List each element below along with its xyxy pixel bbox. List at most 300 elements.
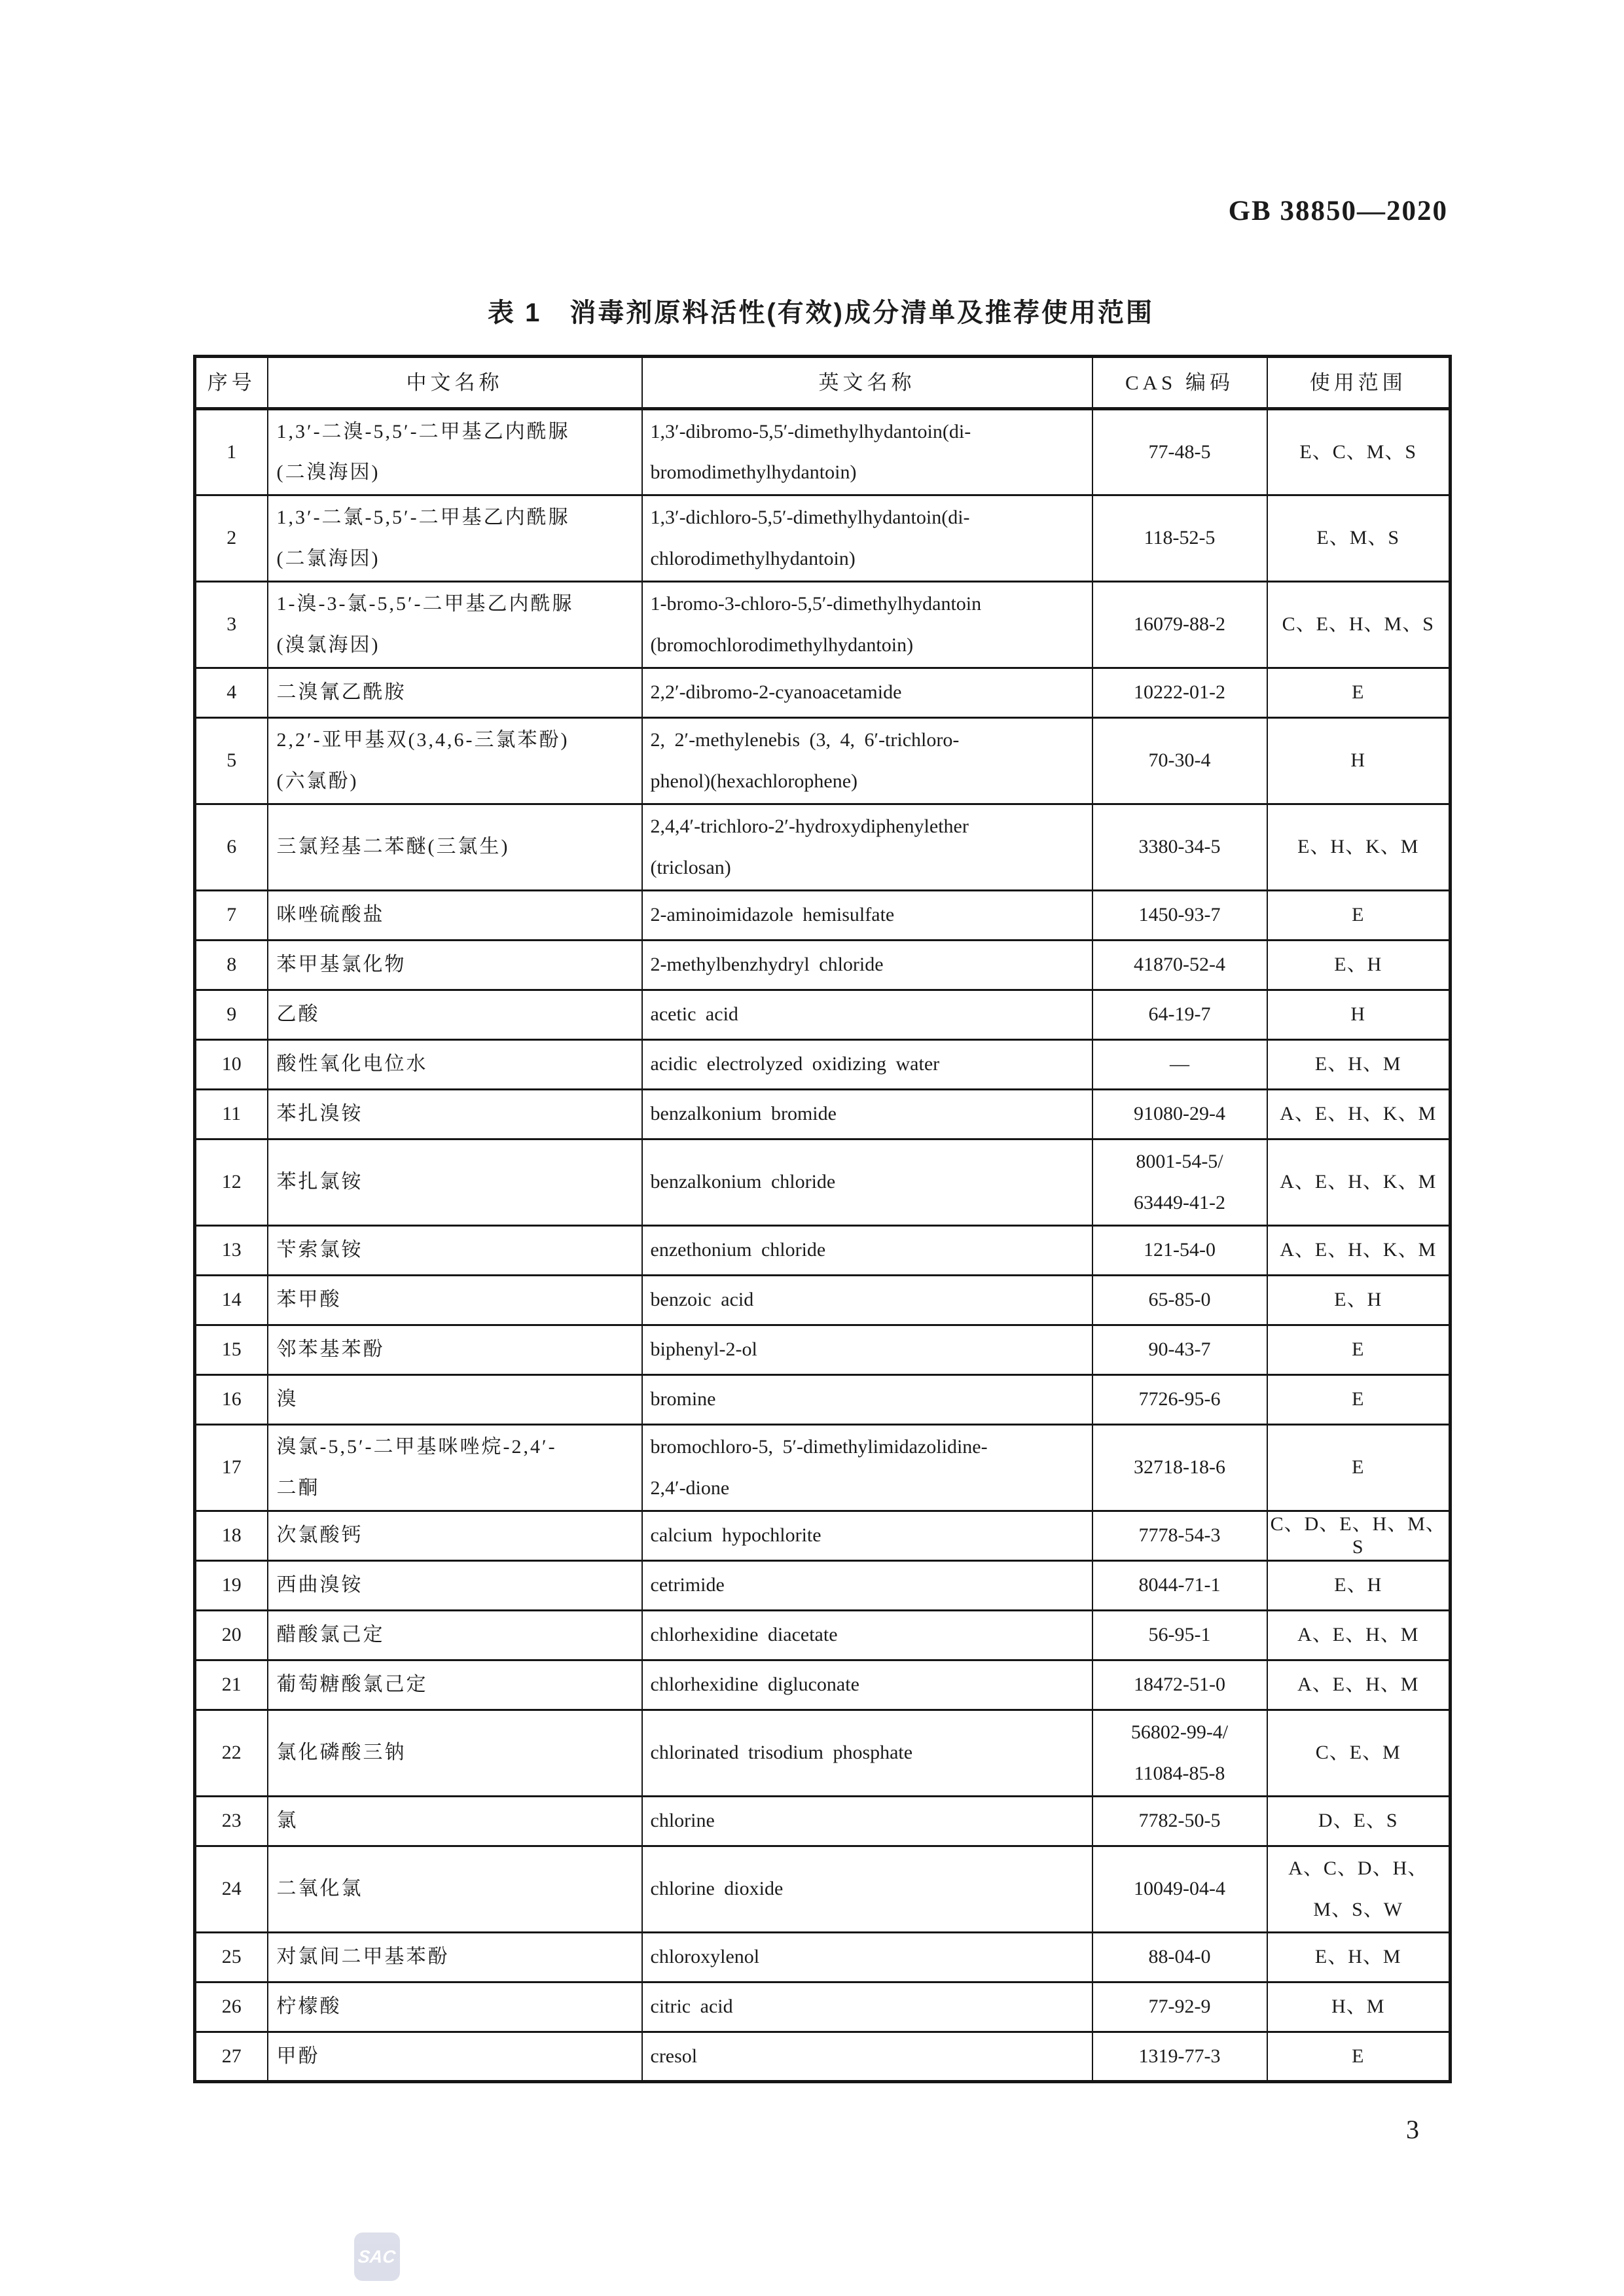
table-row (195, 1660, 1451, 1710)
row-index-cell (195, 1226, 268, 1276)
chinese-name-cell (268, 1325, 642, 1375)
cas-code-cell (1092, 1846, 1267, 1933)
english-name-cell (642, 1226, 1092, 1276)
cell-text-line: 18 (221, 1524, 242, 1547)
cell-text-line: M、S、W (1313, 1898, 1403, 1920)
row-index-cell (195, 495, 268, 582)
usage-scope-cell (1267, 1226, 1451, 1276)
chinese-name-cell (268, 1561, 642, 1611)
cell-text-line: 5 (226, 749, 237, 772)
usage-scope-cell (1267, 1660, 1451, 1710)
cell-text-line: citric acid (650, 1996, 733, 2018)
table-title: 表 1 消毒剂原料活性(有效)成分清单及推荐使用范围 (488, 298, 1154, 327)
cell-text-line: E (1352, 1338, 1365, 1361)
english-name-cell (642, 1611, 1092, 1660)
row-index-cell (195, 1375, 268, 1425)
cell-text-line: 西曲溴铵 (276, 1574, 363, 1596)
row-index-cell (195, 941, 268, 990)
cell-text-line: 16 (221, 1388, 242, 1410)
english-name-cell (642, 1982, 1092, 2032)
english-name-cell (642, 582, 1092, 668)
cell-text-line: bromodimethylhydantoin) (650, 461, 857, 483)
cell-text-line: chloroxylenol (650, 1946, 760, 1968)
table-row (195, 1375, 1451, 1425)
cell-text-line: 26 (221, 1996, 242, 2018)
row-index-cell (195, 1660, 268, 1710)
row-index-cell (195, 1090, 268, 1139)
english-name-cell (642, 941, 1092, 990)
usage-scope-cell (1267, 1375, 1451, 1425)
cell-text-line: 18472-51-0 (1134, 1674, 1225, 1696)
english-name-cell (642, 1846, 1092, 1933)
chinese-name-cell (268, 582, 642, 668)
cell-text-line: 7726-95-6 (1138, 1388, 1221, 1410)
cell-text-line: A、E、H、M (1297, 1624, 1419, 1646)
table-row (195, 582, 1451, 668)
usage-scope-cell (1267, 1425, 1451, 1511)
usage-scope-cell (1267, 1710, 1451, 1797)
cell-text-line: 77-48-5 (1148, 440, 1211, 463)
english-name-cell (642, 1710, 1092, 1797)
cell-text-line: D、E、S (1318, 1810, 1398, 1832)
cell-text-line: A、C、D、H、 (1288, 1857, 1428, 1879)
cell-text-line: 酸性氧化电位水 (276, 1053, 428, 1075)
col-header-usage-scope: 使用范围 (1267, 357, 1451, 409)
table-row (195, 2032, 1451, 2082)
cas-code-cell (1092, 409, 1267, 495)
header-row (195, 357, 1451, 409)
cell-text-line: (二溴海因) (276, 461, 380, 483)
cas-code-cell (1092, 1710, 1267, 1797)
cas-code-cell (1092, 1375, 1267, 1425)
cell-text-line: 17 (221, 1456, 242, 1479)
cas-code-cell (1092, 1090, 1267, 1139)
cell-text-line: benzalkonium bromide (650, 1103, 837, 1125)
cell-text-line: 二溴氰乙酰胺 (276, 681, 406, 704)
cell-text-line: calcium hypochlorite (650, 1524, 821, 1547)
english-name-cell (642, 1511, 1092, 1561)
chinese-name-cell (268, 1846, 642, 1933)
cell-text-line: E、H、M (1314, 1946, 1401, 1968)
cell-text-line: cresol (650, 2045, 698, 2067)
usage-scope-cell (1267, 804, 1451, 891)
row-index-cell (195, 804, 268, 891)
row-index-cell (195, 409, 268, 495)
row-index-cell (195, 1325, 268, 1375)
chinese-name-cell (268, 1611, 642, 1660)
cell-text-line: (六氯酚) (276, 770, 359, 792)
table-row (195, 409, 1451, 495)
cell-text-line: 7782-50-5 (1138, 1810, 1221, 1832)
table-row (195, 495, 1451, 582)
cell-text-line: 91080-29-4 (1134, 1103, 1225, 1125)
cell-text-line: 11 (222, 1103, 242, 1125)
cell-text-line: 2, 2′-methylenebis (3, 4, 6′-trichloro- (650, 729, 960, 751)
chinese-name-cell (268, 1276, 642, 1325)
cell-text-line: 22 (221, 1742, 242, 1764)
cell-text-line: 柠檬酸 (276, 1996, 342, 2018)
row-index-cell (195, 582, 268, 668)
cell-text-line: 1,3′-二溴-5,5′-二甲基乙内酰脲 (276, 420, 570, 442)
cell-text-line: 葡萄糖酸氯己定 (276, 1674, 428, 1696)
table-row (195, 1561, 1451, 1611)
cell-text-line: 8 (226, 954, 237, 976)
cas-code-cell (1092, 495, 1267, 582)
usage-scope-cell (1267, 990, 1451, 1040)
cell-text-line: 2,2′-dibromo-2-cyanoacetamide (650, 681, 902, 704)
table-row (195, 1226, 1451, 1276)
english-name-cell (642, 1090, 1092, 1139)
row-index-cell (195, 718, 268, 804)
cell-text-line: 1-溴-3-氯-5,5′-二甲基乙内酰脲 (276, 593, 574, 615)
cell-text-line: (triclosan) (650, 856, 731, 878)
table-row (195, 1797, 1451, 1846)
cell-text-line: 12 (221, 1171, 242, 1193)
cell-text-line: A、E、H、K、M (1280, 1103, 1437, 1125)
cell-text-line: 20 (221, 1624, 242, 1646)
cell-text-line: chlorhexidine diacetate (650, 1624, 838, 1646)
cell-text-line: chlorinated trisodium phosphate (650, 1742, 913, 1764)
cell-text-line: 2-aminoimidazole hemisulfate (650, 904, 895, 926)
cell-text-line: 醋酸氯己定 (276, 1624, 385, 1646)
cell-text-line: 氯化磷酸三钠 (276, 1742, 406, 1764)
chinese-name-cell (268, 891, 642, 941)
cell-text-line: 7 (226, 904, 237, 926)
chinese-name-cell (268, 1511, 642, 1561)
cell-text-line: E、H、M (1314, 1053, 1401, 1075)
cell-text-line: 4 (226, 681, 237, 704)
col-header-cas-code: CAS 编码 (1092, 357, 1267, 409)
cas-code-cell (1092, 1276, 1267, 1325)
cell-text-line: 二酮 (276, 1477, 320, 1499)
english-name-cell (642, 1276, 1092, 1325)
row-index-cell (195, 1710, 268, 1797)
usage-scope-cell (1267, 409, 1451, 495)
chinese-name-cell (268, 1040, 642, 1090)
usage-scope-cell (1267, 1933, 1451, 1982)
cell-text-line: acidic electrolyzed oxidizing water (650, 1053, 940, 1075)
cell-text-line: 甲酚 (276, 2045, 320, 2067)
cell-text-line: chlorhexidine digluconate (650, 1674, 859, 1696)
cell-text-line: chlorine (650, 1810, 715, 1832)
english-name-cell (642, 1375, 1092, 1425)
chinese-name-cell (268, 1139, 642, 1226)
cell-text-line: 16079-88-2 (1134, 613, 1225, 636)
ingredients-table (193, 355, 1452, 2083)
cas-code-cell (1092, 891, 1267, 941)
cell-text-line: 10049-04-4 (1134, 1878, 1225, 1900)
row-index-cell (195, 1425, 268, 1511)
cell-text-line: 1450-93-7 (1138, 904, 1221, 926)
cell-text-line: 10 (221, 1053, 242, 1075)
cas-code-cell (1092, 2032, 1267, 2082)
cell-text-line: — (1170, 1053, 1189, 1075)
cell-text-line: 32718-18-6 (1134, 1456, 1225, 1479)
english-name-cell (642, 1425, 1092, 1511)
cell-text-line: chlorine dioxide (650, 1878, 784, 1900)
cell-text-line: chlorodimethylhydantoin) (650, 547, 856, 569)
cell-text-line: phenol)(hexachlorophene) (650, 770, 858, 792)
cas-code-cell (1092, 990, 1267, 1040)
english-name-cell (642, 1797, 1092, 1846)
english-name-cell (642, 2032, 1092, 2082)
cell-text-line: cetrimide (650, 1574, 725, 1596)
page-number: 3 (1406, 2115, 1419, 2144)
chinese-name-cell (268, 1226, 642, 1276)
chinese-name-cell (268, 990, 642, 1040)
cell-text-line: 1 (226, 440, 237, 463)
cell-text-line: 2-methylbenzhydryl chloride (650, 954, 884, 976)
cell-text-line: 2,2′-亚甲基双(3,4,6-三氯苯酚) (276, 729, 569, 751)
english-name-cell (642, 1139, 1092, 1226)
table-row (195, 718, 1451, 804)
usage-scope-cell (1267, 1139, 1451, 1226)
cell-text-line: C、E、M (1315, 1742, 1401, 1764)
row-index-cell (195, 1611, 268, 1660)
chinese-name-cell (268, 409, 642, 495)
chinese-name-cell (268, 668, 642, 718)
english-name-cell (642, 495, 1092, 582)
cas-code-cell (1092, 1511, 1267, 1561)
cell-text-line: 苯扎溴铵 (276, 1103, 363, 1125)
cas-code-cell (1092, 1561, 1267, 1611)
cas-code-cell (1092, 1797, 1267, 1846)
cell-text-line: 咪唑硫酸盐 (276, 904, 385, 926)
cell-text-line: 9 (226, 1003, 237, 1026)
usage-scope-cell (1267, 2032, 1451, 2082)
table-row (195, 1933, 1451, 1982)
cell-text-line: 氯 (276, 1810, 298, 1832)
cell-text-line: enzethonium chloride (650, 1239, 826, 1261)
cell-text-line: acetic acid (650, 1003, 738, 1026)
cell-text-line: 56802-99-4/ (1130, 1721, 1229, 1743)
cas-code-cell (1092, 1325, 1267, 1375)
cell-text-line: 苯甲基氯化物 (276, 954, 406, 976)
table-row (195, 941, 1451, 990)
cell-text-line: 1319-77-3 (1138, 2045, 1221, 2067)
cas-code-cell (1092, 718, 1267, 804)
cell-text-line: 23 (221, 1810, 242, 1832)
cell-text-line: 8044-71-1 (1138, 1574, 1221, 1596)
chinese-name-cell (268, 1710, 642, 1797)
cell-text-line: H (1350, 1003, 1366, 1026)
table-row (195, 1511, 1451, 1561)
cell-text-line: 溴氯-5,5′-二甲基咪唑烷-2,4′- (276, 1436, 557, 1458)
cell-text-line: 14 (221, 1289, 242, 1311)
usage-scope-cell (1267, 668, 1451, 718)
cell-text-line: E (1352, 1456, 1365, 1479)
usage-scope-cell (1267, 1561, 1451, 1611)
usage-scope-cell (1267, 718, 1451, 804)
table-body (195, 409, 1451, 2082)
cell-text-line: 2 (226, 527, 237, 549)
chinese-name-cell (268, 1933, 642, 1982)
cell-text-line: 56-95-1 (1148, 1624, 1211, 1646)
usage-scope-cell (1267, 891, 1451, 941)
cell-text-line: 77-92-9 (1148, 1996, 1211, 2018)
cell-text-line: 15 (221, 1338, 242, 1361)
cas-code-cell (1092, 1660, 1267, 1710)
cell-text-line: 118-52-5 (1144, 527, 1216, 549)
cell-text-line: 70-30-4 (1148, 749, 1211, 772)
cell-text-line: C、E、H、M、S (1282, 613, 1434, 636)
usage-scope-cell (1267, 1325, 1451, 1375)
cell-text-line: E (1352, 1388, 1365, 1410)
cas-code-cell (1092, 668, 1267, 718)
row-index-cell (195, 1982, 268, 2032)
cell-text-line: bromochloro-5, 5′-dimethylimidazolidine- (650, 1436, 988, 1458)
usage-scope-cell (1267, 941, 1451, 990)
table-row (195, 1982, 1451, 2032)
table-row (195, 1846, 1451, 1933)
cell-text-line: 2,4,4′-trichloro-2′-hydroxydiphenylether (650, 816, 969, 837)
table-row (195, 668, 1451, 718)
cell-text-line: 88-04-0 (1148, 1946, 1211, 1968)
chinese-name-cell (268, 1660, 642, 1710)
table-row (195, 804, 1451, 891)
english-name-cell (642, 891, 1092, 941)
row-index-cell (195, 1797, 268, 1846)
cell-text-line: 25 (221, 1946, 242, 1968)
cas-code-cell (1092, 1040, 1267, 1090)
cell-text-line: 1-bromo-3-chloro-5,5′-dimethylhydantoin (650, 593, 982, 615)
row-index-cell (195, 1561, 268, 1611)
cell-text-line: 1,3′-dibromo-5,5′-dimethylhydantoin(di- (650, 420, 971, 442)
cell-text-line: (溴氯海因) (276, 634, 380, 656)
cell-text-line: E、C、M、S (1299, 440, 1417, 463)
cell-text-line: 1,3′-二氯-5,5′-二甲基乙内酰脲 (276, 507, 570, 528)
row-index-cell (195, 1511, 268, 1561)
usage-scope-cell (1267, 1511, 1451, 1561)
row-index-cell (195, 1276, 268, 1325)
cell-text-line: bromine (650, 1388, 716, 1410)
cas-code-cell (1092, 1425, 1267, 1511)
cell-text-line: 溴 (276, 1388, 298, 1410)
cas-code-cell (1092, 941, 1267, 990)
usage-scope-cell (1267, 1040, 1451, 1090)
cas-code-cell (1092, 1611, 1267, 1660)
cell-text-line: 6 (226, 836, 237, 858)
cell-text-line: E (1352, 2045, 1365, 2067)
row-index-cell (195, 1040, 268, 1090)
usage-scope-cell (1267, 495, 1451, 582)
cell-text-line: H、M (1331, 1996, 1385, 2018)
english-name-cell (642, 409, 1092, 495)
table-row (195, 1710, 1451, 1797)
cell-text-line: 121-54-0 (1144, 1239, 1216, 1261)
chinese-name-cell (268, 1090, 642, 1139)
cell-text-line: 21 (221, 1674, 242, 1696)
cell-text-line: 27 (221, 2045, 242, 2067)
english-name-cell (642, 1933, 1092, 1982)
cell-text-line: H (1350, 749, 1366, 772)
chinese-name-cell (268, 2032, 642, 2082)
cell-text-line: (bromochlorodimethylhydantoin) (650, 634, 914, 656)
cas-code-cell (1092, 804, 1267, 891)
cell-text-line: E、H (1334, 1289, 1382, 1311)
table-row (195, 1139, 1451, 1226)
cell-text-line: E、H (1334, 954, 1382, 976)
cell-text-line: 65-85-0 (1148, 1289, 1211, 1311)
usage-scope-cell (1267, 1846, 1451, 1933)
english-name-cell (642, 1325, 1092, 1375)
row-index-cell (195, 2032, 268, 2082)
cell-text-line: 13 (221, 1239, 242, 1261)
chinese-name-cell (268, 804, 642, 891)
usage-scope-cell (1267, 1276, 1451, 1325)
cell-text-line: 1,3′-dichloro-5,5′-dimethylhydantoin(di- (650, 507, 970, 528)
cell-text-line: 8001-54-5/ (1136, 1151, 1223, 1172)
table-row (195, 1090, 1451, 1139)
table-header (195, 357, 1451, 409)
cell-text-line: A、E、H、M (1297, 1674, 1419, 1696)
row-index-cell (195, 1139, 268, 1226)
usage-scope-cell (1267, 582, 1451, 668)
cell-text-line: 三氯羟基二苯醚(三氯生) (276, 836, 510, 858)
row-index-cell (195, 1933, 268, 1982)
chinese-name-cell (268, 718, 642, 804)
col-header-english-name: 英文名称 (642, 357, 1092, 409)
cell-text-line: 苄索氯铵 (276, 1239, 363, 1261)
cell-text-line: 7778-54-3 (1138, 1524, 1221, 1547)
cell-text-line: C、D、E、H、M、S (1270, 1513, 1446, 1558)
row-index-cell (195, 668, 268, 718)
english-name-cell (642, 718, 1092, 804)
cell-text-line: A、E、H、K、M (1280, 1239, 1437, 1261)
english-name-cell (642, 1660, 1092, 1710)
cell-text-line: 二氧化氯 (276, 1878, 363, 1900)
cas-code-cell (1092, 1139, 1267, 1226)
sac-logo-text: SAC (357, 2246, 397, 2267)
cell-text-line: 19 (221, 1574, 242, 1596)
cell-text-line: 乙酸 (276, 1003, 320, 1026)
cell-text-line: E (1352, 904, 1365, 926)
english-name-cell (642, 1561, 1092, 1611)
sac-logo-watermark (354, 2233, 400, 2281)
cell-text-line: biphenyl-2-ol (650, 1338, 757, 1361)
cell-text-line: 次氯酸钙 (276, 1524, 363, 1547)
english-name-cell (642, 990, 1092, 1040)
usage-scope-cell (1267, 1090, 1451, 1139)
table-row (195, 1611, 1451, 1660)
table-row (195, 990, 1451, 1040)
cas-code-cell (1092, 582, 1267, 668)
english-name-cell (642, 668, 1092, 718)
cell-text-line: 对氯间二甲基苯酚 (276, 1946, 450, 1968)
table-row (195, 1425, 1451, 1511)
chinese-name-cell (268, 495, 642, 582)
cell-text-line: A、E、H、K、M (1280, 1171, 1437, 1193)
row-index-cell (195, 990, 268, 1040)
cell-text-line: benzoic acid (650, 1289, 754, 1311)
cell-text-line: 3380-34-5 (1138, 836, 1221, 858)
cell-text-line: E (1352, 681, 1365, 704)
chinese-name-cell (268, 1425, 642, 1511)
usage-scope-cell (1267, 1611, 1451, 1660)
usage-scope-cell (1267, 1982, 1451, 2032)
col-header-chinese-name: 中文名称 (268, 357, 642, 409)
chinese-name-cell (268, 1982, 642, 2032)
cell-text-line: 90-43-7 (1148, 1338, 1211, 1361)
cell-text-line: E、M、S (1316, 527, 1400, 549)
cell-text-line: 11084-85-8 (1134, 1762, 1225, 1784)
row-index-cell (195, 891, 268, 941)
table-row (195, 1040, 1451, 1090)
table-row (195, 891, 1451, 941)
cell-text-line: 10222-01-2 (1134, 681, 1225, 704)
cas-code-cell (1092, 1226, 1267, 1276)
cas-code-cell (1092, 1933, 1267, 1982)
